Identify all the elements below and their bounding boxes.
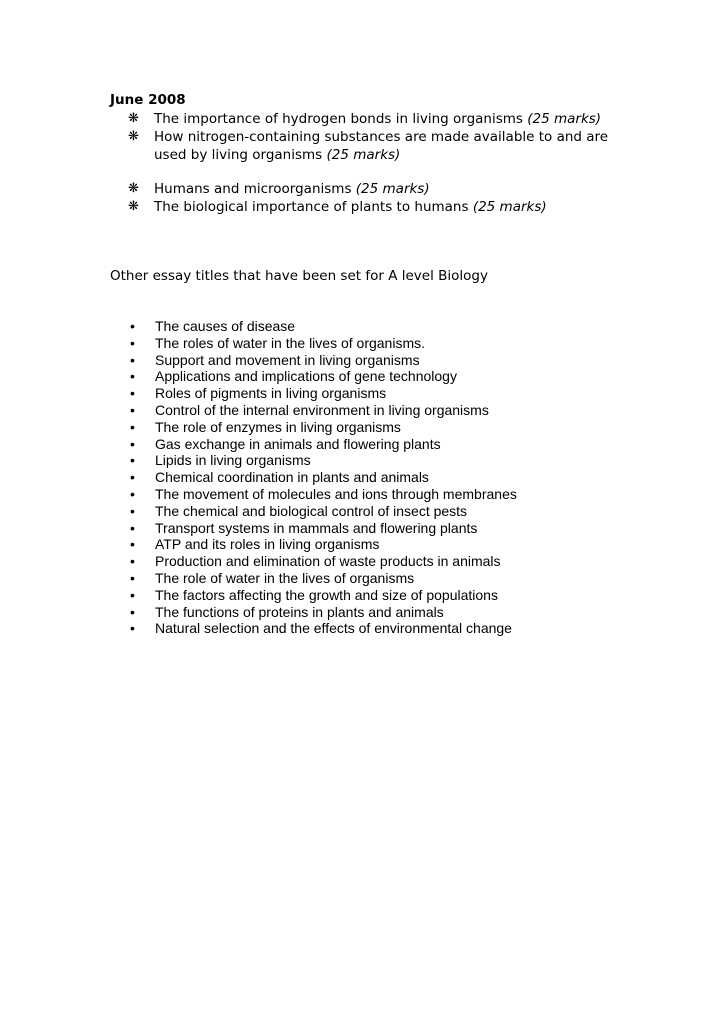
list-item: • Transport systems in mammals and flowering plants xyxy=(128,520,648,537)
essay-title: How nitrogen-containing substances are made available to and are used by living organisms xyxy=(154,129,609,163)
list-item xyxy=(128,198,628,216)
list-item: • The functions of proteins in plants and animals xyxy=(128,604,648,621)
list-item: • The factors affecting the growth and size of populations xyxy=(128,587,648,604)
list-item: • Control of the internal environment in living organisms xyxy=(128,402,648,419)
list-item: • Applications and implications of gene technology xyxy=(128,368,648,385)
list-item: • Gas exchange in animals and flowering plants xyxy=(128,436,648,453)
marks-label: (25 marks) xyxy=(472,199,547,215)
essay-title: Humans and microorganisms xyxy=(154,181,356,197)
essay-title: The biological importance of plants to humans xyxy=(154,199,473,215)
asterisk-bullet-icon: ❋ xyxy=(128,199,139,214)
list-item xyxy=(128,180,628,198)
asterisk-bullet-icon: ❋ xyxy=(128,111,139,126)
list-item: • ATP and its roles in living organisms xyxy=(128,536,648,553)
list-item: • The role of enzymes in living organisms xyxy=(128,419,648,436)
essay-title: The importance of hydrogen bonds in living organisms xyxy=(154,111,528,127)
list-item: • The role of water in the lives of organisms xyxy=(128,570,648,587)
asterisk-bullet-icon: ❋ xyxy=(128,129,139,144)
june-2008-title-list xyxy=(128,110,628,216)
asterisk-bullet-icon: ❋ xyxy=(128,181,139,196)
list-item: • The causes of disease xyxy=(128,318,648,335)
list-item xyxy=(128,128,628,164)
other-essay-titles-list xyxy=(128,318,648,637)
marks-label: (25 marks) xyxy=(326,147,401,163)
section-heading: June 2008 xyxy=(110,92,186,108)
list-item xyxy=(128,110,628,128)
intro-text: Other essay titles that have been set for A level Biology xyxy=(110,268,488,284)
list-item: • Production and elimination of waste products in animals xyxy=(128,553,648,570)
list-item: • Roles of pigments in living organisms xyxy=(128,385,648,402)
list-item: • The chemical and biological control of insect pests xyxy=(128,503,648,520)
marks-label: (25 marks) xyxy=(527,111,602,127)
list-item: • Lipids in living organisms xyxy=(128,452,648,469)
list-item: • Support and movement in living organisms xyxy=(128,352,648,369)
marks-label: (25 marks) xyxy=(355,181,430,197)
list-item: • The roles of water in the lives of organisms. xyxy=(128,335,648,352)
list-item: • The movement of molecules and ions through membranes xyxy=(128,486,648,503)
list-item: • Chemical coordination in plants and animals xyxy=(128,469,648,486)
list-item: • Natural selection and the effects of environmental change xyxy=(128,620,648,637)
